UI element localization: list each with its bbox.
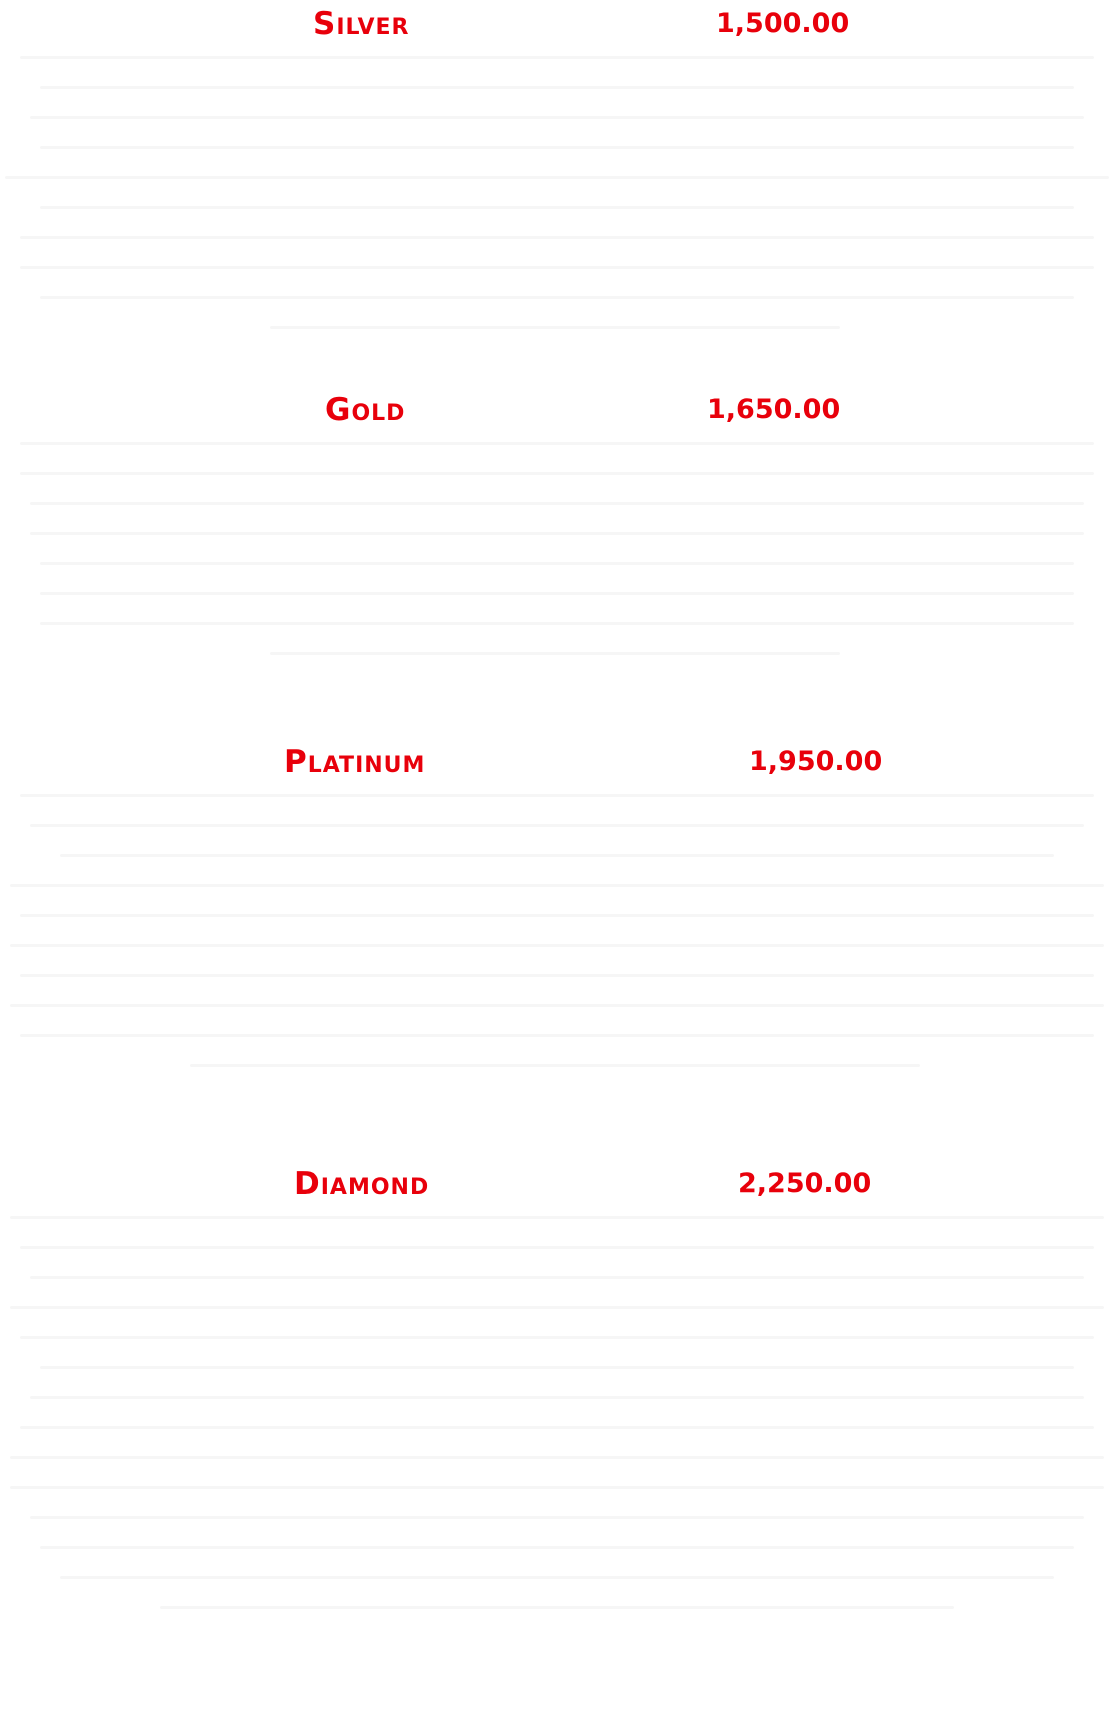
- package-name: Platinum: [284, 744, 426, 780]
- package-price: 1,500.00: [716, 8, 850, 39]
- package-price: 2,250.00: [738, 1168, 872, 1199]
- package-header: [0, 1164, 1114, 1204]
- package-name: Gold: [325, 392, 406, 428]
- package-silver: [0, 4, 1114, 44]
- package-price: 1,650.00: [707, 394, 841, 425]
- package-price: 1,950.00: [749, 746, 883, 777]
- package-gold: [0, 390, 1114, 430]
- package-header: [0, 742, 1114, 782]
- package-name: Silver: [313, 6, 410, 42]
- package-header: [0, 4, 1114, 44]
- package-platinum: [0, 742, 1114, 782]
- package-diamond: [0, 1164, 1114, 1204]
- package-name: Diamond: [294, 1166, 430, 1202]
- package-header: [0, 390, 1114, 430]
